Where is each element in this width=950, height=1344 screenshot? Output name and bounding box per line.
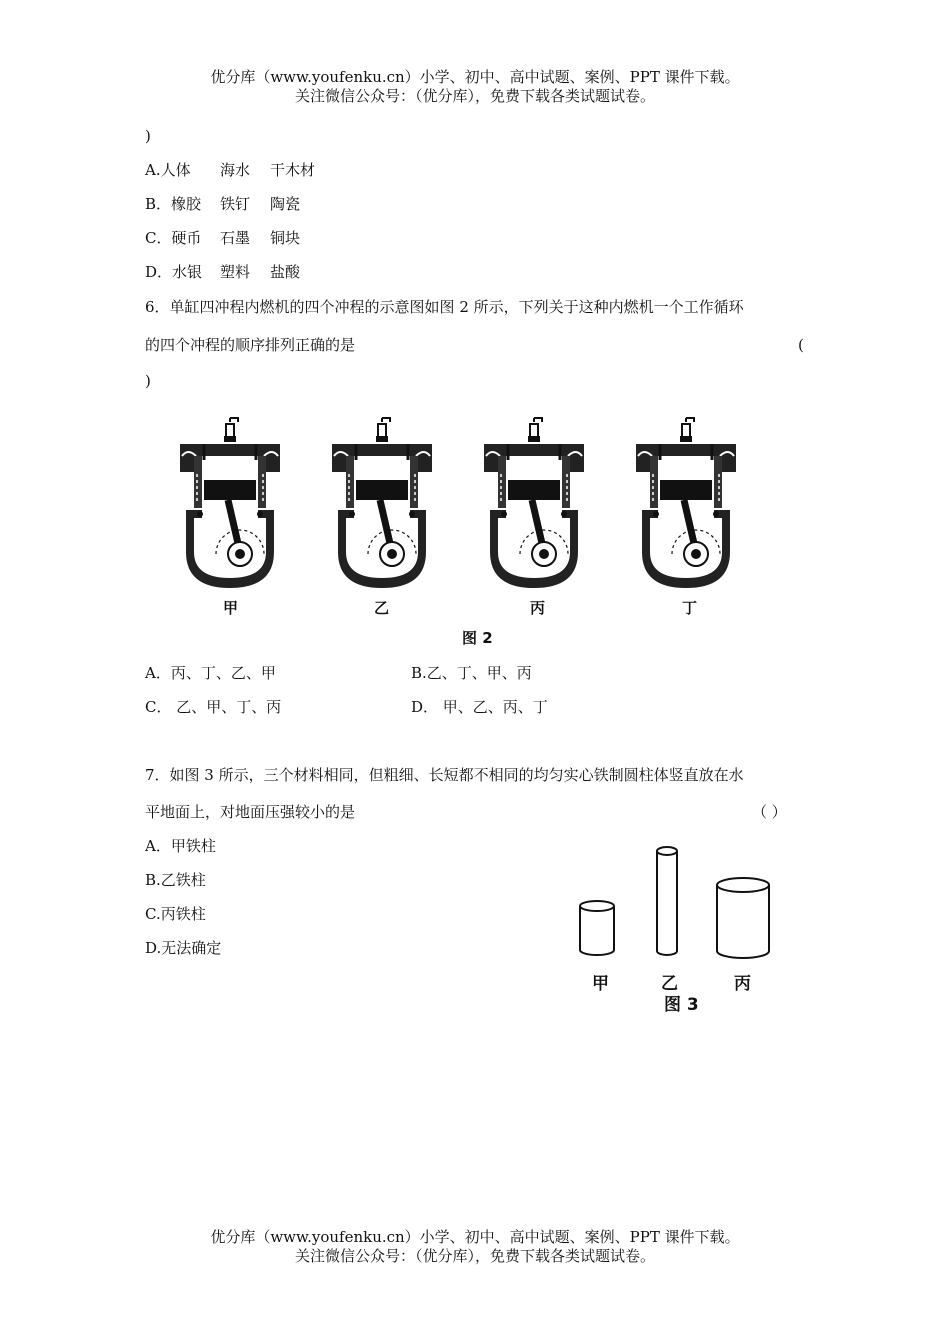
- q5-option-c-item1: 石墨: [220, 229, 251, 247]
- q6-option-c: C． 乙、甲、丁、丙: [145, 698, 282, 716]
- cylinder-label-yi: 乙: [661, 974, 678, 994]
- figure-3-caption: 图 3: [664, 995, 699, 1015]
- q5-option-d-item1: 塑料: [220, 263, 251, 281]
- engine-label-yi: 乙: [374, 599, 390, 617]
- q5-option-c-item2: 铜块: [270, 229, 301, 247]
- q5-option-d-label: D．水银: [145, 263, 203, 281]
- cylinder-label-jia: 甲: [592, 974, 609, 994]
- q5-option-a-item1: 海水: [220, 161, 251, 179]
- q7-stem-line1: 7．如图 3 所示，三个材料相同，但粗细、长短都不相同的均匀实心铁制圆柱体竖直放在水: [145, 766, 744, 784]
- q6-paren-open: (: [798, 336, 804, 354]
- q6-stem-line2: 的四个冲程的顺序排列正确的是: [145, 336, 356, 354]
- q5-option-b-item2: 陶瓷: [270, 195, 301, 213]
- q6-stem-line1: 6．单缸四冲程内燃机的四个冲程的示意图如图 2 所示，下列关于这种内燃机一个工作循环: [145, 298, 744, 316]
- header-line-1: 优分库（www.youfenku.cn）小学、初中、高中试题、案例、PPT 课件下载。: [210, 68, 740, 86]
- q7-option-a: A．甲铁柱: [145, 837, 216, 855]
- q6-option-d: D． 甲、乙、丙、丁: [411, 698, 548, 716]
- q5-option-d-item2: 盐酸: [270, 263, 301, 281]
- q5-paren-close: ): [145, 127, 151, 145]
- q7-stem-line2: 平地面上，对地面压强较小的是: [145, 803, 356, 821]
- q6-option-b: B.乙、丁、甲、丙: [411, 664, 532, 682]
- footer-line-2: 关注微信公众号：（优分库），免费下载各类试题试卷。: [294, 1247, 655, 1265]
- q6-option-a: A．丙、丁、乙、甲: [145, 664, 276, 682]
- q7-option-b: B.乙铁柱: [145, 871, 206, 889]
- footer-line-1: 优分库（www.youfenku.cn）小学、初中、高中试题、案例、PPT 课件下载。: [210, 1228, 740, 1246]
- q6-paren-close: ): [145, 372, 151, 390]
- q5-option-a-label: A.人体: [145, 161, 191, 179]
- cylinder-yi: [657, 847, 677, 955]
- q5-option-b-label: B．橡胶: [145, 195, 202, 213]
- q5-option-b-item1: 铁钉: [220, 195, 251, 213]
- cylinder-label-bing: 丙: [734, 974, 751, 994]
- q5-option-a-item2: 干木材: [270, 161, 316, 179]
- engine-label-bing: 丙: [530, 599, 546, 617]
- q7-option-c: C.丙铁柱: [145, 905, 206, 923]
- engine-label-ding: 丁: [682, 599, 698, 617]
- q5-option-c-label: C．硬币: [145, 229, 202, 247]
- header-line-2: 关注微信公众号：（优分库），免费下载各类试题试卷。: [294, 87, 655, 105]
- cylinder-jia: [580, 901, 614, 955]
- figure-2-caption: 图 2: [462, 629, 493, 647]
- engine-label-jia: 甲: [223, 599, 239, 617]
- q7-option-d: D.无法确定: [145, 939, 222, 957]
- q7-answer-paren: （ ）: [752, 803, 787, 821]
- cylinder-bing: [717, 878, 769, 958]
